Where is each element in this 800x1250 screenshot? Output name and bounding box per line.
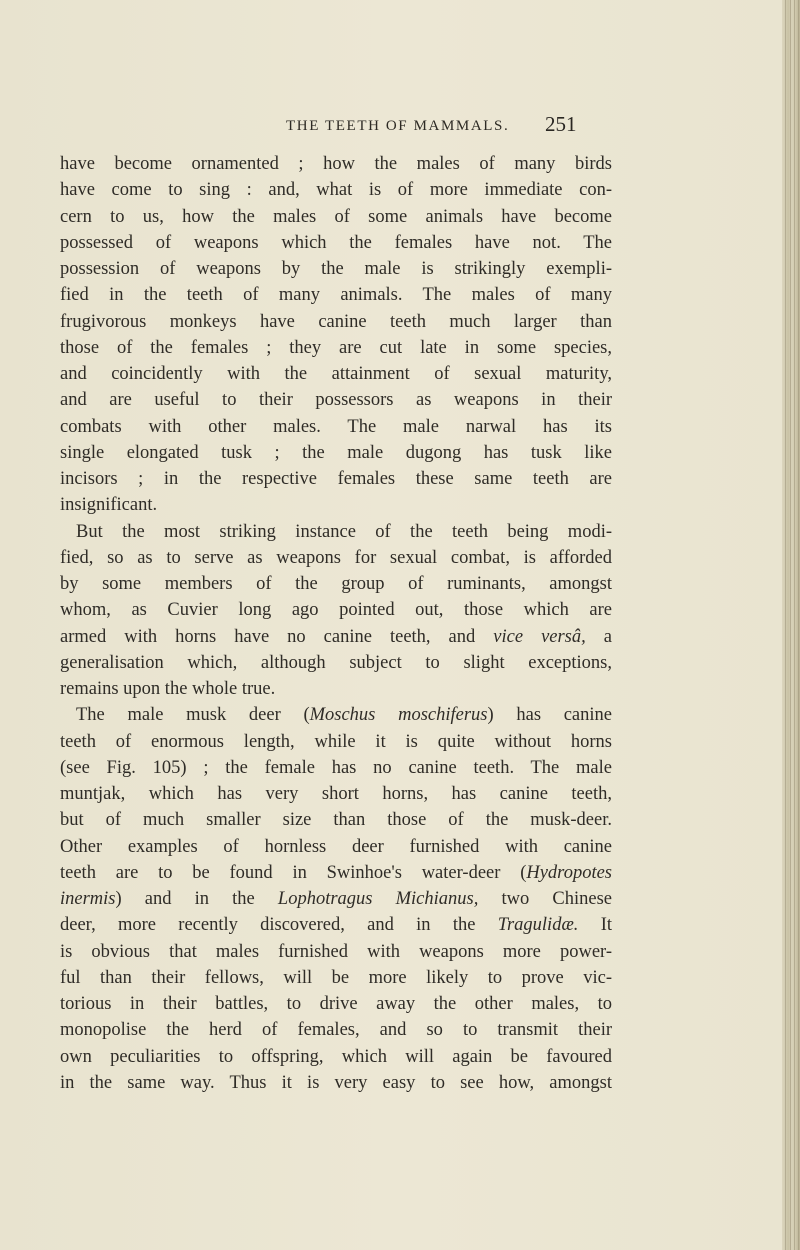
text-line: inermis) and in the Lophotragus Michianus, two Chinese bbox=[60, 889, 613, 909]
page-edge-line bbox=[798, 0, 799, 1250]
family-name: Tragulidæ. bbox=[497, 915, 579, 936]
page-edge-line bbox=[794, 0, 795, 1250]
text-line: and are useful to their possessors as weapons in their bbox=[60, 390, 612, 411]
page-edge-line bbox=[790, 0, 791, 1250]
text-line: combats with other males. The male narwal has its bbox=[60, 416, 612, 437]
text-line: insignificant. bbox=[60, 495, 158, 516]
text-line: single elongated tusk ; the male dugong has tusk like bbox=[60, 442, 612, 463]
species-name: inermis bbox=[60, 889, 116, 909]
text-line: those of the females ; they are cut late in some species, bbox=[60, 337, 612, 358]
text-line: and coincidently with the attainment of sexual maturity, bbox=[60, 364, 612, 384]
text-line: frugivorous monkeys have canine teeth much larger than bbox=[60, 311, 612, 332]
text-line: deer, more recently discovered, and in the Tragulidæ. It bbox=[60, 915, 613, 936]
text-line: armed with horns have no canine teeth, and vice versâ, a bbox=[60, 626, 612, 647]
text-line: own peculiarities to offspring, which will again be favoured bbox=[60, 1046, 612, 1067]
text-line: fied in the teeth of many animals. The males of many bbox=[60, 285, 612, 306]
text-line: incisors ; in the respective females these same teeth are bbox=[60, 469, 612, 489]
species-name: Hydropotes bbox=[526, 862, 612, 883]
text-line: is obvious that males furnished with weapons more power- bbox=[60, 941, 612, 962]
text-line: (see Fig. 105) ; the female has no canine teeth. The male bbox=[60, 757, 612, 778]
paragraph-start: The male musk deer (Moschus moschiferus) has canine bbox=[76, 705, 612, 726]
text-line: possession of weapons by the male is strikingly exempli- bbox=[60, 259, 612, 279]
species-name: Moschus moschiferus bbox=[309, 705, 488, 726]
text-line: teeth of enormous length, while it is quite without horns bbox=[60, 731, 612, 752]
text-line: have become ornamented ; how the males of many birds bbox=[60, 154, 612, 174]
text-line: teeth are to be found in Swinhoe's water-deer (Hydropotes bbox=[60, 862, 612, 883]
text-line: generalisation which, although subject to slight exceptions, bbox=[60, 652, 612, 673]
text-line: ful than their fellows, will be more likely to prove vic- bbox=[60, 967, 612, 988]
page-edge-line bbox=[785, 0, 786, 1250]
text-line: have come to sing : and, what is of more immediate con- bbox=[60, 180, 612, 201]
page-number: 251 bbox=[545, 112, 577, 136]
italic-phrase: vice versâ, bbox=[493, 626, 586, 647]
text-line: Other examples of hornless deer furnished with canine bbox=[60, 836, 612, 857]
text-line: but of much smaller size than those of the musk-deer. bbox=[60, 810, 612, 831]
text-line: in the same way. Thus it is very easy to see how, amongst bbox=[60, 1072, 612, 1093]
text-line: fied, so as to serve as weapons for sexual combat, is afforded bbox=[60, 547, 612, 568]
paragraph-start: But the most striking instance of the teeth being modi- bbox=[76, 521, 612, 542]
text-line: torious in their battles, to drive away the other males, to bbox=[60, 994, 612, 1014]
text-line: by some members of the group of ruminants, amongst bbox=[60, 574, 612, 594]
body-text bbox=[60, 151, 612, 1096]
text-line: remains upon the whole true. bbox=[60, 679, 276, 699]
species-name: Lophotragus Michianus, bbox=[277, 889, 479, 909]
text-line: possessed of weapons which the females have not. The bbox=[60, 232, 612, 253]
text-line: muntjak, which has very short horns, has canine teeth, bbox=[60, 784, 612, 804]
text-line: monopolise the herd of females, and so to transmit their bbox=[60, 1020, 612, 1041]
running-head: THE TEETH OF MAMMALS. bbox=[286, 118, 510, 134]
text-line: whom, as Cuvier long ago pointed out, those which are bbox=[60, 600, 612, 621]
text-line: cern to us, how the males of some animals have become bbox=[60, 206, 612, 227]
page-edge bbox=[782, 0, 800, 1250]
